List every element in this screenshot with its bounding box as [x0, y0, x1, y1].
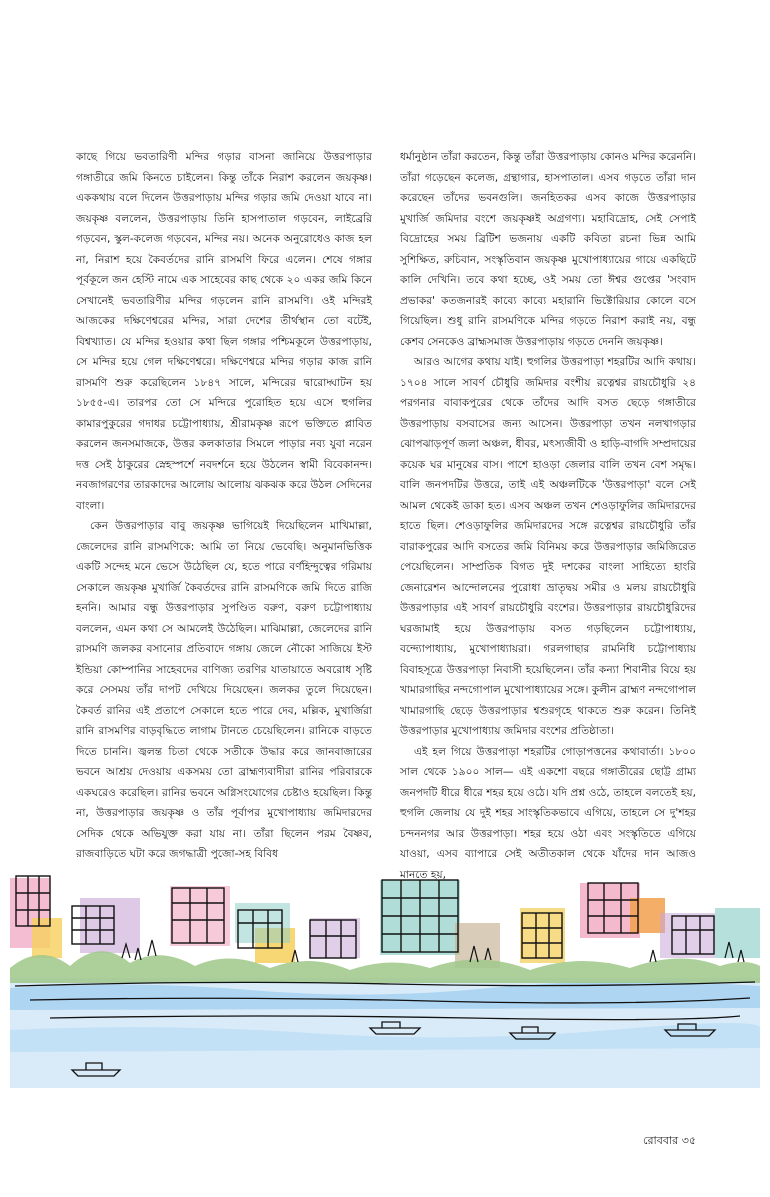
right-paragraph-3: এই হল গিয়ে উত্তরপাড়া শহরটির গোড়াপত্তনের কথাবার্তা। ১৮০০ সাল থেকে ১৯০০ সাল— এই একশো বছরে গঙ্গাতীরের ছোট্ট গ্রাম্য জনপদটি ধীরে ধীরে শহর হয়ে ওঠে। যদি প্রশ্ন ওঠে, তাহলে বলতেই হয়, হুগলি জেলায় যে দুই শহর সাংস্কৃতিকভাবে এগিয়ে, তাহলে সে দু'শহর চন্দননগর আর উত্তরপাড়া। শহর হয়ে ওঠা এবং সংস্কৃতিতে এগিয়ে যাওয়া, এসব ব্যাপারে সেই অতীতকাল থেকে যাঁদের দান আজও মানতে হয়,	[400, 745, 696, 881]
riverside-town-illustration	[10, 858, 760, 1093]
right-column	[400, 147, 696, 885]
left-column	[76, 147, 372, 865]
blob-pink-2	[170, 886, 230, 946]
blob-teal-3	[715, 908, 760, 958]
blob-yellow-3	[520, 908, 565, 963]
left-paragraph-1: কাছে গিয়ে ভবতারিণী মন্দির গড়ার বাসনা জানিয়ে উত্তরপাড়ার গঙ্গাতীরে জমি কিনতে চাইলেন। কিন্তু তাঁকে নিরাশ করলেন জয়কৃষ্ণ। এককথায় বলে দিলেন উত্তরপাড়ায় মন্দির গড়ার জমি দেওয়া যাবে না। জয়কৃষ্ণ বললেন, উত্তরপাড়ায় তিনি হাসপাতাল গড়বেন, লাইব্রেরি গড়বেন, স্কুল-কলেজ গড়বেন, মন্দির নয়। অনেক অনুরোধেও কাজ হল না, নিরাশ হয়ে কৈবর্তদের রানি রাসমণি ফিরে এলেন। শেষে গঙ্গার পূর্বকূলে জন হেস্টি নামে এক সাহেবের কাছ থেকে ২০ একর জমি কিনে সেখানেই ভবতারিণীর মন্দির গড়লেন রানি রাসমণি। ওই মন্দিরই আজকের দক্ষিণেশ্বরের মন্দির, সারা দেশের তীর্থস্থান তো বটেই, বিশ্বখ্যাত। যে মন্দির হওয়ার কথা ছিল গঙ্গার পশ্চিমকূলে উত্তরপাড়ায়, সে মন্দির হয়ে গেল দক্ষিণেশ্বরে। দক্ষিণেশ্বরে মন্দির গড়ার কাজ রানি রাসমণি শুরু করেছিলেন ১৮৪৭ সালে, মন্দিরের দ্বারোদ্ঘাটন হয় ১৮৫৫-এ। তারপর তো সে মন্দিরে পুরোহিত হয়ে এসে হুগলির কামারপুকুরের গদাধর চট্টোপাধ্যায়, শ্রীরামকৃষ্ণ রূপে ভক্তিতে প্লাবিত করলেন জনসমাজকে, উত্তর কলকাতার সিমলে পাড়ার নব্য যুবা নরেন দত্ত সেই ঠাকুরের স্নেহস্পর্শে নবদর্শনে হয়ে উঠলেন স্বামী বিবেকানন্দ। নবজাগরণের তারকাদের আলোয় আলোয় ঝকঝক করে উঠল সেদিনের বাংলা।	[76, 151, 372, 512]
right-paragraph-1: ধর্মানুষ্ঠান তাঁরা করতেন, কিন্তু তাঁরা উত্তরপাড়ায় কোনও মন্দির করেননি। তাঁরা গড়েছেন কলেজ, গ্রন্থাগার, হাসপাতাল। এসব গড়তে তাঁরা দান করেছেন তাঁদের ভবনগুলি। জনহিতকর এসব কাজে উত্তরপাড়ার মুখার্জি জমিদার বংশে জয়কৃষ্ণই অগ্রগণ্য। মহাবিদ্রোহ, সেই সেপাই বিদ্রোহের সময় ব্রিটিশ ভজনায় একটি কবিতা রচনা ভিন্ন আমি সুশিক্ষিত, রুচিবান, সংস্কৃতিবান জয়কৃষ্ণ মুখোপাধ্যায়ের গায়ে একছিটে কালি দেখিনি। তবে কথা হচ্ছে, ওই সময় তো ঈশ্বর গুপ্তের 'সংবাদ প্রভাকর' কতজনারই কাব্যে কাব্যে মহারানি ভিক্টোরিয়ার কোলে বসে গিয়েছিল। শুধু রানি রাসমণিকে মন্দির গড়তে নিরাশ করাই নয়, বন্ধু কেশব সেনকেও ব্রাহ্মসমাজ উত্তরপাড়ায় গড়তে দেননি জয়কৃষ্ণ।	[400, 151, 696, 348]
right-paragraph-2: আরও আগের কথায় যাই। হুগলির উত্তরপাড়া শহরটির আদি কথায়। ১৭০৪ সালে সাবর্ণ চৌধুরি জমিদার বংশীয় রত্নেশ্বর রায়চৌধুরি ২৪ পরগনার বাবাকপুরের থেকে তাঁদের আদি বসত ছেড়ে গঙ্গাতীরে উত্তরপাড়ায় বসবাসের জন্য আসেন। উত্তরপাড়া তখন নলখাগড়ার ঝোপঝাড়পূর্ণ জলা অঞ্চল, ধীবর, মৎস্যজীবী ও হাড়ি-বাগদি সম্প্রদায়ের কয়েক ঘর মানুষের বাস। পাশে হাওড়া জেলার বালি তখন বেশ সমৃদ্ধ। বালি জনপদটির উত্তরে, তাই এই অঞ্চলটিকে 'উত্তরপাড়া' বলে সেই আমল থেকেই ডাকা হত। এসব অঞ্চল তখন শেওড়াফুলির জমিদারদের হাতে ছিল। শেওড়াফুলির জমিদারদের সঙ্গে রত্নেশ্বর রায়চৌধুরি তাঁর বারাকপুরের আদি বসতের জমি বিনিময় করে উত্তরপাড়ার জমিজিরেত পেয়েছিলেন। সাম্প্রতিক বিগত দুই দশকের বাংলা সাহিত্যে হাংরি জেনারেশন আন্দোলনের পুরোধা ভ্রাতৃদ্বয় সমীর ও মলয় রায়চৌধুরি উত্তরপাড়ার এই সাবর্ণ রায়চৌধুরি বংশের। উত্তরপাড়ার রায়চৌধুরিদের ঘরজামাই হয়ে উত্তরপাড়ায় বসত গড়ছিলেন চট্টোপাধ্যায়, বন্দ্যোপাধ্যায়, মুখোপাধ্যায়রা। গরলগাছার রামনিধি চট্টোপাধ্যায় বিবাহসূত্রে উত্তরপাড়া নিবাসী হয়েছিলেন। তাঁর কন্যা শিবানীর বিয়ে হয় খামারগাছির নন্দগোপাল মুখোপাধ্যায়ের সঙ্গে। কুলীন ব্রাহ্মণ নন্দগোপাল খামারগাছি ছেড়ে উত্তরপাড়ার শ্বশুরগৃহে থাকতে শুরু করেন। তিনিই উত্তরপাড়ার মুখোপাধ্যায় জমিদার বংশের প্রতিষ্ঠাতা।	[400, 356, 697, 737]
blob-yellow-1	[32, 918, 62, 958]
blob-purple-2	[310, 918, 360, 958]
left-paragraph-2: কেন উত্তরপাড়ার বাবু জয়কৃষ্ণ ভাগিয়েই দিয়েছিলেন মাখিমাল্লা, জেলেদের রানি রাসমণিকে: আমি তা নিয়ে ভেবেছি। অনুমানভিত্তিক একটি সন্দেহ মনে ভেসে উঠেছিল যে, হতে পারে বর্ণহিন্দুত্বের গরিমায় সেকালে জয়কৃষ্ণ মুখার্জি কৈবর্তদের রানি রাসমণিকে জমি দিতে রাজি হননি। আমার বন্ধু উত্তরপাড়ার সুপণ্ডিত বরুণ, বরুণ চট্টোপাধ্যায় বললেন, এমন কথা সে আমলেই উঠেছিল। মাঝিমাল্লা, জেলেদের রানি রাসমণি জলকর বসানোর প্রতিবাদে গঙ্গায় জেলে নৌকো সাজিয়ে ইস্ট ইন্ডিয়া কোম্পানির সাহেবদের বাণিজ্য তরণির যাতায়াতে অবরোধ সৃষ্টি করে সেসময় তাঁর দাপট দেখিয়ে দিয়েছেন। জলকর তুলে দিয়েছেন। কৈবর্ত রানির এই প্রতাপে সেকালে হতে পারে দেব, মল্লিক, মুখার্জিরা রানি রাসমণির বাড়বৃদ্ধিতে লাগাম টানতে চেয়েছিলেন। রানিকে বাড়তে দিতে চাননি। জ্বলন্ত চিতা থেকে সতীকে উদ্ধার করে জানবাজারের ভবনে আশ্রয় দেওয়ায় একসময় তো ব্রাহ্মণ্যবাদীরা রানির পরিবারকে একঘরেও করেছিল। রানির ভবনে অগ্নিসংযোগের চেষ্টাও হয়েছিল। কিন্তু না, উত্তরপাড়ার জয়কৃষ্ণ ও তাঁর পূর্বাপর মুখোপাধ্যায় জমিদারদের সেদিক থেকে অভিযুক্ত করা যায় না। তাঁরা ছিলেন পরম বৈষ্ণব, রাজবাড়িতে ঘটা করে জগদ্ধাত্রী পুজো-সহ বিবিধ	[76, 520, 372, 860]
blob-purple-3	[660, 913, 715, 958]
page-footer: রোববার ৩৫	[643, 1134, 696, 1147]
